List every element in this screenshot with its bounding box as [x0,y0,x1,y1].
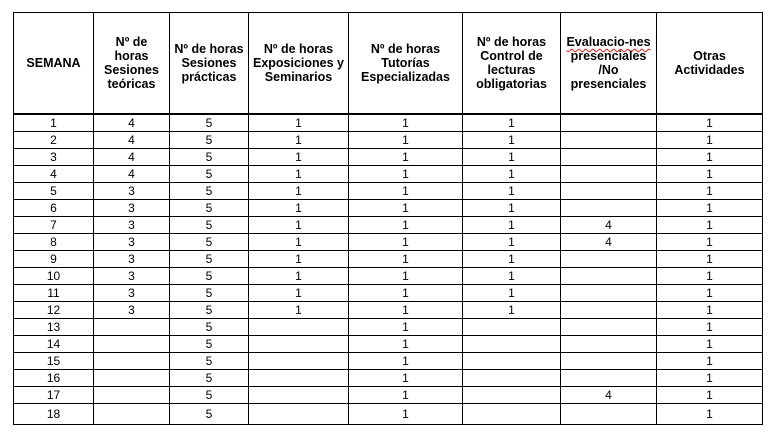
cell-practicas: 5 [170,251,249,268]
cell-teoricas [94,353,170,370]
cell-practicas: 5 [170,319,249,336]
cell-teoricas: 3 [94,183,170,200]
cell-exposiciones: 1 [249,114,349,132]
cell-exposiciones: 1 [249,183,349,200]
cell-semana: 8 [14,234,94,251]
cell-lecturas: 1 [463,285,561,302]
header-teoricas: Nº de horas Sesiones teóricas [94,13,170,115]
cell-otras: 1 [657,319,763,336]
cell-exposiciones: 1 [249,200,349,217]
table-row [14,217,763,234]
table-row [14,404,763,425]
cell-semana: 2 [14,132,94,149]
cell-lecturas [463,404,561,425]
cell-tutorias: 1 [349,132,463,149]
cell-lecturas: 1 [463,302,561,319]
cell-tutorias: 1 [349,234,463,251]
cell-semana: 17 [14,387,94,404]
table-row [14,285,763,302]
cell-evaluaciones [561,183,657,200]
cell-teoricas [94,319,170,336]
cell-exposiciones: 1 [249,268,349,285]
cell-exposiciones [249,336,349,353]
cell-evaluaciones [561,114,657,132]
cell-semana: 1 [14,114,94,132]
cell-tutorias: 1 [349,319,463,336]
table-row [14,114,763,132]
cell-semana: 5 [14,183,94,200]
header-row [14,13,763,115]
cell-lecturas [463,353,561,370]
cell-tutorias: 1 [349,251,463,268]
cell-lecturas: 1 [463,183,561,200]
cell-exposiciones: 1 [249,217,349,234]
cell-exposiciones: 1 [249,234,349,251]
cell-practicas: 5 [170,268,249,285]
cell-tutorias: 1 [349,166,463,183]
cell-semana: 14 [14,336,94,353]
cell-tutorias: 1 [349,285,463,302]
header-evaluaciones-line1: Evaluacio-nes [566,35,651,49]
cell-teoricas: 3 [94,251,170,268]
cell-teoricas: 4 [94,132,170,149]
cell-lecturas [463,387,561,404]
cell-exposiciones: 1 [249,166,349,183]
cell-tutorias: 1 [349,200,463,217]
cell-practicas: 5 [170,370,249,387]
cell-practicas: 5 [170,302,249,319]
cell-exposiciones: 1 [249,132,349,149]
cell-teoricas [94,370,170,387]
cell-evaluaciones [561,166,657,183]
cell-tutorias: 1 [349,387,463,404]
cell-evaluaciones [561,132,657,149]
cell-otras: 1 [657,370,763,387]
cell-otras: 1 [657,114,763,132]
cell-semana: 13 [14,319,94,336]
cell-lecturas [463,336,561,353]
cell-tutorias: 1 [349,353,463,370]
cell-semana: 11 [14,285,94,302]
cell-otras: 1 [657,387,763,404]
cell-teoricas [94,387,170,404]
cell-evaluaciones: 4 [561,387,657,404]
cell-evaluaciones [561,149,657,166]
cell-tutorias: 1 [349,404,463,425]
cell-teoricas: 3 [94,285,170,302]
cell-evaluaciones [561,200,657,217]
cell-practicas: 5 [170,336,249,353]
cell-practicas: 5 [170,234,249,251]
cell-semana: 10 [14,268,94,285]
cell-otras: 1 [657,166,763,183]
cell-lecturas: 1 [463,200,561,217]
table-row [14,200,763,217]
cell-teoricas: 4 [94,149,170,166]
cell-evaluaciones: 4 [561,234,657,251]
cell-practicas: 5 [170,132,249,149]
cell-lecturas: 1 [463,114,561,132]
cell-otras: 1 [657,200,763,217]
table-row [14,268,763,285]
cell-evaluaciones [561,404,657,425]
cell-exposiciones: 1 [249,251,349,268]
cell-teoricas: 3 [94,302,170,319]
cell-semana: 15 [14,353,94,370]
table-row [14,319,763,336]
table-row [14,234,763,251]
cell-otras: 1 [657,149,763,166]
table-row [14,302,763,319]
header-exposiciones: Nº de horas Exposiciones y Seminarios [249,13,349,115]
cell-lecturas: 1 [463,268,561,285]
cell-practicas: 5 [170,387,249,404]
cell-semana: 6 [14,200,94,217]
cell-lecturas [463,319,561,336]
cell-tutorias: 1 [349,217,463,234]
cell-exposiciones [249,387,349,404]
table-row [14,336,763,353]
header-tutorias: Nº de horas Tutorías Especializadas [349,13,463,115]
cell-tutorias: 1 [349,268,463,285]
cell-semana: 16 [14,370,94,387]
cell-teoricas: 3 [94,200,170,217]
cell-otras: 1 [657,353,763,370]
cell-evaluaciones: 4 [561,217,657,234]
cell-otras: 1 [657,336,763,353]
cell-otras: 1 [657,234,763,251]
cell-semana: 7 [14,217,94,234]
table-row [14,166,763,183]
cell-otras: 1 [657,268,763,285]
cell-tutorias: 1 [349,302,463,319]
cell-lecturas [463,370,561,387]
cell-exposiciones: 1 [249,302,349,319]
cell-practicas: 5 [170,183,249,200]
table-row [14,183,763,200]
cell-evaluaciones [561,285,657,302]
cell-practicas: 5 [170,200,249,217]
cell-teoricas: 4 [94,166,170,183]
cell-semana: 9 [14,251,94,268]
cell-lecturas: 1 [463,132,561,149]
cell-tutorias: 1 [349,183,463,200]
cell-practicas: 5 [170,149,249,166]
table-row [14,370,763,387]
cell-otras: 1 [657,132,763,149]
cell-evaluaciones [561,302,657,319]
header-otras: Otras Actividades [657,13,763,115]
cell-semana: 12 [14,302,94,319]
cell-exposiciones: 1 [249,285,349,302]
cell-exposiciones [249,319,349,336]
table-body [14,114,763,425]
cell-tutorias: 1 [349,149,463,166]
header-evaluaciones-line2: presenciales /No presenciales [570,49,647,91]
cell-evaluaciones [561,268,657,285]
header-lecturas: Nº de horas Control de lecturas obligatorias [463,13,561,115]
cell-tutorias: 1 [349,370,463,387]
table-row [14,132,763,149]
cell-evaluaciones [561,251,657,268]
cell-semana: 4 [14,166,94,183]
table-row [14,353,763,370]
cell-otras: 1 [657,285,763,302]
cell-otras: 1 [657,404,763,425]
cell-exposiciones: 1 [249,149,349,166]
cell-practicas: 5 [170,285,249,302]
cell-tutorias: 1 [349,336,463,353]
cell-otras: 1 [657,183,763,200]
cell-teoricas: 3 [94,234,170,251]
cell-tutorias: 1 [349,114,463,132]
cell-lecturas: 1 [463,166,561,183]
cell-evaluaciones [561,336,657,353]
cell-semana: 18 [14,404,94,425]
table-row [14,149,763,166]
header-semana: SEMANA [14,13,94,115]
cell-otras: 1 [657,217,763,234]
cell-teoricas [94,336,170,353]
cell-evaluaciones [561,319,657,336]
cell-lecturas: 1 [463,234,561,251]
weekly-hours-table [13,12,763,425]
cell-evaluaciones [561,353,657,370]
cell-otras: 1 [657,302,763,319]
cell-evaluaciones [561,370,657,387]
cell-practicas: 5 [170,166,249,183]
cell-teoricas: 4 [94,114,170,132]
table-row [14,251,763,268]
cell-practicas: 5 [170,217,249,234]
table-row [14,387,763,404]
cell-exposiciones [249,353,349,370]
cell-semana: 3 [14,149,94,166]
cell-practicas: 5 [170,353,249,370]
cell-exposiciones [249,370,349,387]
cell-lecturas: 1 [463,251,561,268]
cell-teoricas: 3 [94,217,170,234]
header-evaluaciones [561,13,657,115]
cell-practicas: 5 [170,404,249,425]
cell-teoricas: 3 [94,268,170,285]
cell-lecturas: 1 [463,217,561,234]
cell-teoricas [94,404,170,425]
cell-exposiciones [249,404,349,425]
header-practicas: Nº de horas Sesiones prácticas [170,13,249,115]
cell-practicas: 5 [170,114,249,132]
cell-lecturas: 1 [463,149,561,166]
cell-otras: 1 [657,251,763,268]
